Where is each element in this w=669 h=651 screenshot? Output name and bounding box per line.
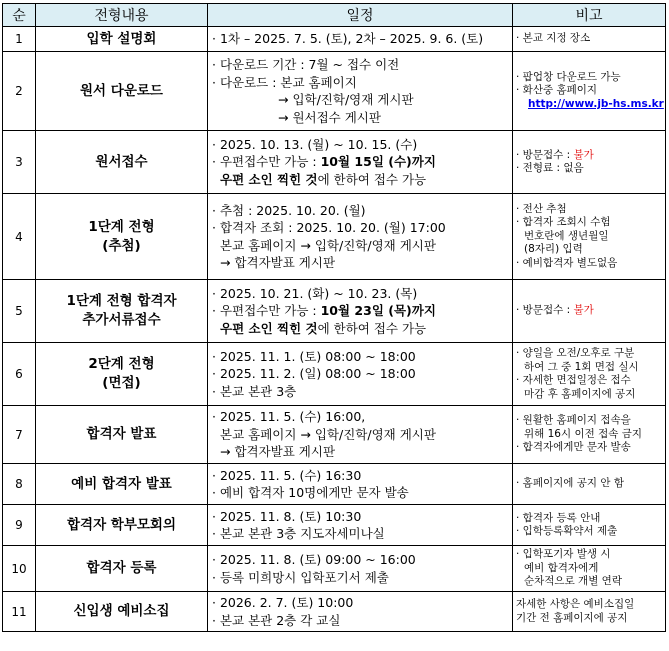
note-line: 위해 16시 이전 접속 금지 [524,427,642,440]
content-line: 1단계 전형 합격자 [66,293,177,309]
schedule-line: · 추첨 : 2025. 10. 20. (월) [212,202,366,218]
row-content [36,52,208,131]
note-line: 자세한 사항은 예비소집일 [516,598,635,610]
table-row [3,343,666,406]
note-line: 기간 전 홈페이지에 공지 [516,611,628,624]
schedule-line: · 본교 본관 3층 [212,383,297,399]
note-line: · 팝업창 다운로드 가능 [516,70,621,83]
content-line: 신입생 예비소집 [73,603,170,619]
note-line: · 합격자에게만 문자 발송 [516,441,631,454]
schedule-line: 에 한하여 접수 가능 [317,320,427,336]
row-number: 11 [3,592,36,632]
row-schedule [208,406,513,464]
note-line: · 원활한 홈페이지 접속을 [516,414,631,427]
row-number: 7 [3,406,36,464]
header-schedule: 일정 [208,4,513,27]
table-row [3,546,666,592]
table-row [3,592,666,632]
note-line: · 방문접수 : [516,148,574,161]
schedule-line: · 1차 – 2025. 7. 5. (토), 2차 – 2025. 9. 6. (토) [212,31,484,47]
schedule-line: 본교 홈페이지 → 입학/진학/영재 게시판 [220,426,436,442]
school-homepage-link[interactable]: http://www.jb-hs.ms.kr [528,97,664,110]
table-row [3,406,666,464]
schedule-line: · 본교 본관 2층 각 교실 [212,612,341,628]
row-note [513,343,666,406]
row-number: 6 [3,343,36,406]
row-note [513,505,666,546]
schedule-line: → 원서접수 게시판 [278,109,381,125]
row-number: 9 [3,505,36,546]
row-number: 8 [3,464,36,505]
row-schedule [208,194,513,280]
schedule-line: 에 한하여 접수 가능 [317,171,427,187]
schedule-line: → 합격자발표 게시판 [220,444,336,460]
schedule-line: · 우편접수만 가능 : [212,154,321,170]
content-line: 원서 다운로드 [80,82,163,99]
note-line: · 합격자 등록 안내 [516,511,601,524]
content-line: 예비 합격자 발표 [71,475,172,492]
row-schedule [208,592,513,632]
note-line: 예비 합격자에게 [524,561,599,574]
row-schedule [208,131,513,194]
note-line: · 양일을 오전/오후로 구분 [516,347,635,359]
row-note [513,406,666,464]
schedule-line: · 2025. 11. 2. (일) 08:00 ~ 18:00 [212,366,416,382]
row-content [36,592,208,632]
content-line: 입학 설명회 [86,30,157,47]
not-allowed-text: 불가 [573,148,594,161]
schedule-line: · 2025. 10. 13. (월) ~ 10. 15. (수) [212,136,418,152]
note-line: 마감 후 홈페이지에 공지 [524,387,636,400]
row-note [513,592,666,632]
table-row [3,27,666,52]
note-line: 번호란에 생년월일 [524,229,609,242]
note-line: · 합격자 조회시 수험 [516,216,611,229]
row-number: 2 [3,52,36,131]
row-content [36,343,208,406]
schedule-line: · 2025. 11. 8. (토) 10:30 [212,508,362,524]
content-line: 합격자 학부모회의 [66,516,177,533]
note-line: · 입학등록확약서 제출 [516,525,618,537]
row-schedule [208,546,513,592]
schedule-line: · 등록 미희망시 입학포기서 제출 [212,569,389,585]
note-line: · 전산 추첨 [516,202,567,215]
note-line: · 화산중 홈페이지 [516,84,598,97]
schedule-line: · 2025. 11. 5. (수) 16:30 [212,467,362,483]
admission-schedule-table [2,3,666,632]
note-line: · 방문접수 : [516,304,574,317]
table-row [3,464,666,505]
row-schedule [208,464,513,505]
row-note [513,194,666,280]
postmark-text: 우편 소인 찍힌 것 [220,171,318,187]
row-number: 4 [3,194,36,280]
note-line: 순차적으로 개별 연락 [524,575,622,588]
deadline-text: 10월 15일 (수)까지 [320,154,436,170]
table-row [3,505,666,546]
schedule-line: · 2025. 11. 8. (토) 09:00 ~ 16:00 [212,552,416,567]
note-line: (8자리) 입력 [524,243,583,256]
row-content [36,131,208,194]
row-content [36,194,208,280]
row-content [36,280,208,343]
header-no: 순 [3,4,36,27]
note-line: · 자세한 면접일정은 접수 [516,374,631,386]
note-line: · 본교 지정 장소 [516,32,591,45]
schedule-line: · 예비 합격자 10명에게만 문자 발송 [212,485,409,500]
row-schedule [208,27,513,52]
schedule-line: · 합격자 조회 : 2025. 10. 20. (월) 17:00 [212,220,446,235]
content-line: (면접) [102,375,141,391]
row-content [36,406,208,464]
row-content [36,505,208,546]
row-note [513,280,666,343]
content-line: 합격자 등록 [86,560,157,576]
header-content: 전형내용 [36,4,208,27]
note-line: · 전형료 : 없음 [516,162,584,174]
schedule-line: · 다운로드 기간 : 7월 ~ 접수 이전 [212,57,400,72]
row-schedule [208,52,513,131]
row-number: 3 [3,131,36,194]
table-row [3,131,666,194]
schedule-line: · 본교 본관 3층 지도자세미나실 [212,526,385,541]
schedule-line: · 2026. 2. 7. (토) 10:00 [212,595,354,610]
schedule-line: → 입학/진학/영재 게시판 [278,92,414,107]
note-line: 하여 그 중 1회 면접 실시 [524,360,639,373]
content-line: 2단계 전형 [88,356,155,372]
schedule-line: 본교 홈페이지 → 입학/진학/영재 게시판 [220,237,436,253]
content-line: 추가서류접수 [82,312,161,328]
row-schedule [208,343,513,406]
row-schedule [208,505,513,546]
schedule-line: · 우편접수만 가능 : [212,303,321,319]
schedule-line: · 2025. 11. 5. (수) 16:00, [212,409,366,425]
table-row [3,280,666,343]
row-note [513,27,666,52]
row-content [36,464,208,505]
schedule-line: · 2025. 10. 21. (화) ~ 10. 23. (목) [212,285,418,301]
row-schedule [208,280,513,343]
row-note [513,464,666,505]
table-row [3,52,666,131]
content-line: 합격자 발표 [86,426,157,442]
header-note: 비고 [513,4,666,27]
note-line: · 입학포기자 발생 시 [516,548,611,561]
row-note [513,52,666,131]
row-note [513,131,666,194]
row-content [36,27,208,52]
row-number: 1 [3,27,36,52]
note-line: · 홈페이지에 공지 안 함 [516,477,624,490]
schedule-line: · 2025. 11. 1. (토) 08:00 ~ 18:00 [212,348,416,364]
not-allowed-text: 불가 [573,304,594,317]
schedule-line: · 다운로드 : 본교 홈페이지 [212,74,357,90]
note-line: · 예비합격자 별도없음 [516,256,618,269]
content-line: 1단계 전형 [88,218,155,235]
table-header-row [3,4,666,27]
postmark-text: 우편 소인 찍힌 것 [220,320,318,336]
table-row [3,194,666,280]
schedule-line: → 합격자발표 게시판 [220,255,336,270]
row-content [36,546,208,592]
content-line: (추첨) [102,237,141,254]
row-number: 10 [3,546,36,592]
row-note [513,546,666,592]
deadline-text: 10월 23일 (목)까지 [320,303,436,319]
row-number: 5 [3,280,36,343]
content-line: 원서접수 [95,153,148,170]
